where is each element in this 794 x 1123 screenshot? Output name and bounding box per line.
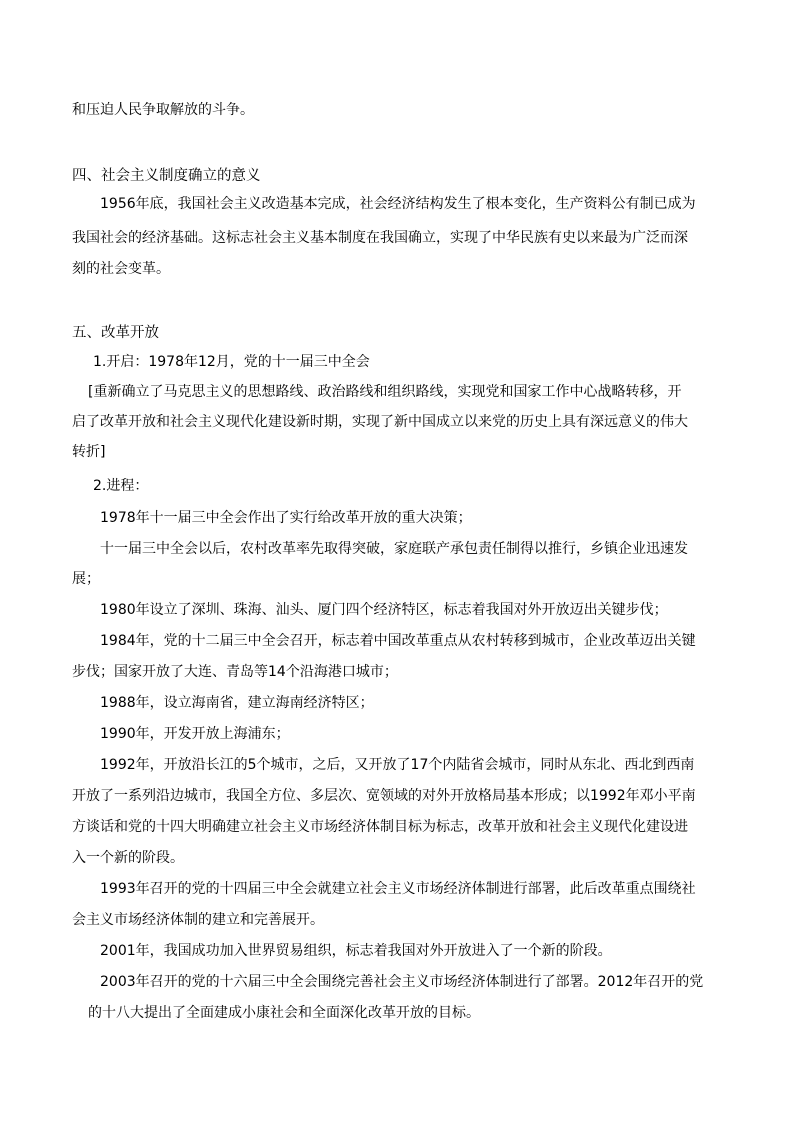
paragraph-line: 1990年，开发开放上海浦东； [100,726,290,742]
paragraph-line: 1956年底，我国社会主义改造基本完成，社会经济结构发生了根本变化，生产资料公有制已成为 [100,196,696,212]
paragraph-line: 十一届三中全会以后，农村改革率先取得突破，家庭联产承包责任制得以推行，乡镇企业迅速发 [100,541,688,557]
paragraph-line: 的十八大提出了全面建成小康社会和全面深化改革开放的目标。 [88,1005,480,1021]
paragraph-line: 开放了一系列沿边城市，我国全方位、多层次、宽领域的对外开放格局基本形成；以1992年邓小平南 [72,788,696,804]
paragraph-line: 入一个新的阶段。 [72,850,184,866]
paragraph-line: 步伐；国家开放了大连、青岛等14个沿海港口城市； [72,664,398,680]
note-line: 转折] [72,444,106,460]
paragraph-line: 方谈话和党的十四大明确建立社会主义市场经济体制目标为标志，改革开放和社会主义现代化建设进 [72,819,688,835]
section-heading-5: 五、改革开放 [72,325,159,341]
intro-text-line: 和压迫人民争取解放的斗争。 [72,102,254,118]
paragraph-line: 1984年，党的十二届三中全会召开，标志着中国改革重点从农村转移到城市，企业改革迈出关键 [100,633,696,649]
paragraph-line: 我国社会的经济基础。这标志社会主义基本制度在我国确立，实现了中华民族有史以来最为广泛而深 [72,230,688,246]
paragraph-line: 1992年，开放沿长江的5个城市，之后，又开放了17个内陆省会城市，同时从东北、西北到西南 [100,757,695,773]
paragraph-line: 刻的社会变革。 [72,261,170,277]
paragraph-line: 1988年，设立海南省，建立海南经济特区； [100,695,374,711]
paragraph-line: 2001年，我国成功加入世界贸易组织，标志着我国对外开放进入了一个新的阶段。 [100,943,612,959]
paragraph-line: 1978年十一届三中全会作出了实行给改革开放的重大决策； [100,510,472,526]
note-line: [重新确立了马克思主义的思想路线、政治路线和组织路线，实现党和国家工作中心战略转移，开 [88,384,682,400]
paragraph-line: 1993年召开的党的十四届三中全会就建立社会主义市场经济体制进行部署，此后改革重点围绕社 [100,881,696,897]
paragraph-line: 2003年召开的党的十六届三中全会围绕完善社会主义市场经济体制进行了部署。2012年召开的党 [100,974,704,990]
section-heading-4: 四、社会主义制度确立的意义 [72,168,261,184]
paragraph-line: 1980年设立了深圳、珠海、汕头、厦门四个经济特区，标志着我国对外开放迈出关键步伐； [100,602,668,618]
list-item-1: 1.开启：1978年12月，党的十一届三中全会 [93,354,370,370]
paragraph-line: 会主义市场经济体制的建立和完善展开。 [72,912,324,928]
note-line: 启了改革开放和社会主义现代化建设新时期，实现了新中国成立以来党的历史上具有深远意义的伟大 [72,414,688,430]
list-item-2: 2.进程： [93,478,149,494]
paragraph-line: 展； [72,571,100,587]
